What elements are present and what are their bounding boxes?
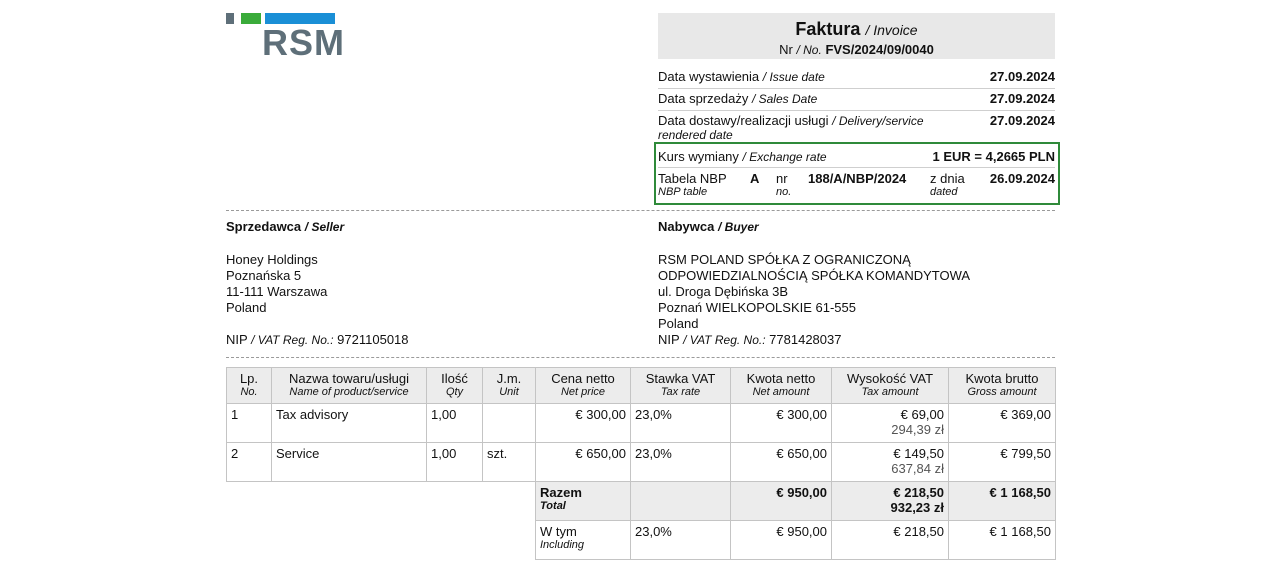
cell-tax-rate: 23,0% xyxy=(631,404,731,443)
total-gross-amount: € 1 168,50 xyxy=(949,482,1056,521)
exchange-rate-label: Kurs wymiany xyxy=(658,149,739,164)
buyer-nip-label-en: / VAT Reg. No.: xyxy=(683,333,766,347)
invoice-title-en: / Invoice xyxy=(865,22,918,38)
cell-gross-amount: € 369,00 xyxy=(949,404,1056,443)
seller-address xyxy=(226,252,327,316)
cell-qty: 1,00 xyxy=(427,404,483,443)
cell-net-amount: € 650,00 xyxy=(731,443,832,482)
nbp-table-label: Tabela NBP xyxy=(658,171,727,186)
issue-date-label-en: / Issue date xyxy=(762,70,825,84)
nbp-table-label-en: NBP table xyxy=(658,186,708,198)
buyer-street: ul. Droga Dębińska 3B xyxy=(658,284,789,299)
sales-date-value: 27.09.2024 xyxy=(989,91,1055,106)
nbp-nr-label: nr xyxy=(776,171,788,186)
cell-unit xyxy=(483,404,536,443)
sales-date-label: Data sprzedaży xyxy=(658,91,749,106)
table-header-row xyxy=(227,368,1056,404)
buyer-nip-label: NIP xyxy=(658,332,680,347)
seller-nip xyxy=(226,332,409,347)
invoice-nr-label: Nr xyxy=(779,42,793,57)
buyer-city: Poznań WIELKOPOLSKIE 61-555 xyxy=(658,300,856,315)
nbp-nr-label-en: no. xyxy=(776,186,792,198)
delivery-date-label-en: / Delivery/service xyxy=(832,114,924,128)
invoice-nr-label-en: / No. xyxy=(796,43,822,57)
delivery-date-value: 27.09.2024 xyxy=(989,113,1055,128)
cell-tax-rate: 23,0% xyxy=(631,443,731,482)
cell-unit: szt. xyxy=(483,443,536,482)
seller-nip-label-en: / VAT Reg. No.: xyxy=(251,333,334,347)
including-net-amount: € 950,00 xyxy=(731,521,832,560)
exchange-rate-value: 1 EUR = 4,2665 PLN xyxy=(932,149,1055,164)
including-label: W tym Including xyxy=(536,521,631,560)
nbp-date-label-en: dated xyxy=(930,186,958,198)
cell-net-price: € 650,00 xyxy=(536,443,631,482)
logo-bar-green xyxy=(241,13,261,24)
cell-tax-pln: 294,39 zł xyxy=(891,422,944,437)
table-row xyxy=(227,443,1056,482)
buyer-country: Poland xyxy=(658,316,699,331)
buyer-name-line-2: ODPOWIEDZIALNOŚCIĄ SPÓŁKA KOMANDYTOWA xyxy=(658,268,971,283)
col-header-net-price: Cena netto Net price xyxy=(536,368,631,404)
cell-qty: 1,00 xyxy=(427,443,483,482)
buyer-address xyxy=(658,252,970,332)
logo-text: RSM xyxy=(262,22,345,63)
invoice-header xyxy=(658,13,1055,59)
total-tax-amount: € 218,50 932,23 zł xyxy=(832,482,949,521)
table-row xyxy=(227,404,1056,443)
including-tax-amount: € 218,50 xyxy=(832,521,949,560)
delivery-date-label: Data dostawy/realizacji usługi xyxy=(658,113,829,128)
seller-city: 11-111 Warszawa xyxy=(226,284,328,299)
seller-street: Poznańska 5 xyxy=(226,268,302,283)
divider xyxy=(658,110,1055,111)
buyer-nip-value: 7781428037 xyxy=(769,332,842,347)
nbp-table-number: 188/A/NBP/2024 xyxy=(808,171,907,186)
buyer-heading-label: Nabywca xyxy=(658,219,715,234)
seller-heading-label: Sprzedawca xyxy=(226,219,302,234)
seller-nip-value: 9721105018 xyxy=(337,332,409,347)
logo-bar-grey xyxy=(226,13,234,24)
including-row xyxy=(227,521,1056,560)
cell-tax-amount: € 69,00 294,39 zł xyxy=(832,404,949,443)
col-header-qty: Ilość Qty xyxy=(427,368,483,404)
total-label: Razem Total xyxy=(536,482,631,521)
col-header-tax-amount: Wysokość VAT Tax amount xyxy=(832,368,949,404)
including-gross-amount: € 1 168,50 xyxy=(949,521,1056,560)
seller-country: Poland xyxy=(226,300,267,315)
buyer-name-line-1: RSM POLAND SPÓŁKA Z OGRANICZONĄ xyxy=(658,252,911,267)
divider xyxy=(658,167,1055,168)
col-header-unit: J.m. Unit xyxy=(483,368,536,404)
cell-no: 2 xyxy=(227,443,272,482)
col-header-gross-amount: Kwota brutto Gross amount xyxy=(949,368,1056,404)
cell-gross-amount: € 799,50 xyxy=(949,443,1056,482)
items-table xyxy=(226,367,1056,560)
cell-net-price: € 300,00 xyxy=(536,404,631,443)
issue-date-value: 27.09.2024 xyxy=(989,69,1055,84)
including-tax-rate: 23,0% xyxy=(631,521,731,560)
nbp-date-label: z dnia xyxy=(930,171,965,186)
col-header-tax-rate: Stawka VAT Tax rate xyxy=(631,368,731,404)
cell-name: Service xyxy=(272,443,427,482)
dashed-divider xyxy=(226,210,1055,211)
cell-tax-pln: 637,84 zł xyxy=(891,461,944,476)
col-header-no: Lp. No. xyxy=(227,368,272,404)
divider xyxy=(658,88,1055,89)
buyer-heading-label-en: / Buyer xyxy=(718,220,759,234)
col-header-name: Nazwa towaru/usługi Name of product/service xyxy=(272,368,427,404)
cell-name: Tax advisory xyxy=(272,404,427,443)
cell-net-amount: € 300,00 xyxy=(731,404,832,443)
total-row xyxy=(227,482,1056,521)
total-net-amount: € 950,00 xyxy=(731,482,832,521)
invoice-number: FVS/2024/09/0040 xyxy=(825,42,934,57)
dashed-divider xyxy=(226,357,1055,358)
nbp-table-date: 26.09.2024 xyxy=(989,171,1055,186)
buyer-heading xyxy=(658,219,759,234)
cell-no: 1 xyxy=(227,404,272,443)
total-tax-pln: 932,23 zł xyxy=(890,500,944,515)
cell-tax-amount: € 149,50 637,84 zł xyxy=(832,443,949,482)
seller-heading xyxy=(226,219,344,234)
nbp-table-letter: A xyxy=(750,171,760,186)
buyer-nip xyxy=(658,332,841,347)
seller-nip-label: NIP xyxy=(226,332,248,347)
col-header-net-amount: Kwota netto Net amount xyxy=(731,368,832,404)
seller-name: Honey Holdings xyxy=(226,252,318,267)
sales-date-label-en: / Sales Date xyxy=(751,92,818,106)
delivery-date-label-en-2: rendered date xyxy=(658,128,733,142)
invoice-title: Faktura xyxy=(795,19,861,39)
exchange-rate-label-en: / Exchange rate xyxy=(742,150,827,164)
issue-date-label: Data wystawienia xyxy=(658,69,760,84)
seller-heading-label-en: / Seller xyxy=(304,220,345,234)
